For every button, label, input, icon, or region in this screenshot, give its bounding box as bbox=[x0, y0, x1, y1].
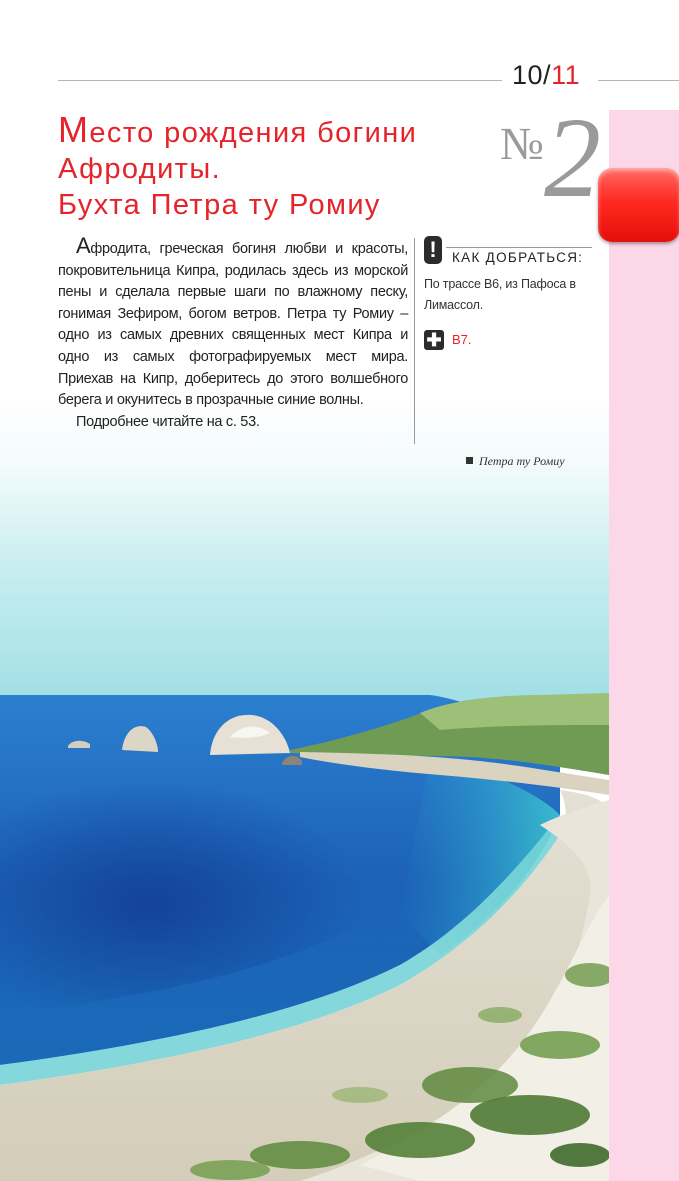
section-tab-marker[interactable] bbox=[598, 168, 679, 242]
article-body bbox=[58, 233, 408, 433]
page-number-right: 11 bbox=[551, 60, 581, 90]
side-tab-strip bbox=[609, 110, 679, 1181]
number-sign: № bbox=[500, 118, 544, 169]
place-number: 2 bbox=[544, 94, 601, 221]
title-line-2: Афродиты. bbox=[58, 153, 222, 185]
page-number-left: 10 bbox=[512, 60, 544, 90]
exclamation-icon: ! bbox=[424, 236, 442, 264]
body-paragraph-2: Подробнее читайте на с. 53. bbox=[76, 413, 260, 430]
directions-rule bbox=[446, 247, 592, 248]
photo-caption bbox=[466, 453, 565, 469]
directions-heading: КАК ДОБРАТЬСЯ: bbox=[452, 250, 584, 265]
article-title bbox=[58, 109, 498, 223]
column-divider bbox=[414, 238, 415, 444]
body-drop-letter: А bbox=[76, 233, 91, 258]
title-line-3: Бухта Петра ту Ромиу bbox=[58, 189, 381, 221]
caption-text: Петра ту Ромиу bbox=[479, 454, 565, 468]
square-bullet-icon bbox=[466, 457, 473, 464]
body-paragraph-1-text: фродита, греческая богиня любви и красоты, покровительница Кипра, родилась здесь из морской пены и сделала первые шаги по влажному песку, гонимая Зефиром, богом ветров. Петра ту Ромиу – одно из самых древних священных мест Кипра и одно из самых фотографируемых мест мира. Приехав на Кипр, доберитесь до этого волшебного берега и окунитесь в прозрачные синие волны. bbox=[58, 241, 408, 409]
map-reference[interactable]: B7. bbox=[452, 332, 472, 347]
title-line-1-text: есто рождения богини bbox=[89, 117, 418, 149]
coast-photo bbox=[0, 395, 609, 1181]
body-paragraph-1 bbox=[58, 233, 408, 412]
title-line-1 bbox=[58, 109, 498, 151]
directions-text: По трассе B6, из Пафоса в Лимассол. bbox=[424, 277, 576, 312]
title-drop-cap: М bbox=[58, 109, 90, 150]
page-number-separator: / bbox=[543, 60, 552, 90]
page-numbers bbox=[512, 58, 580, 92]
map-cross-icon: ✚ bbox=[424, 330, 444, 350]
